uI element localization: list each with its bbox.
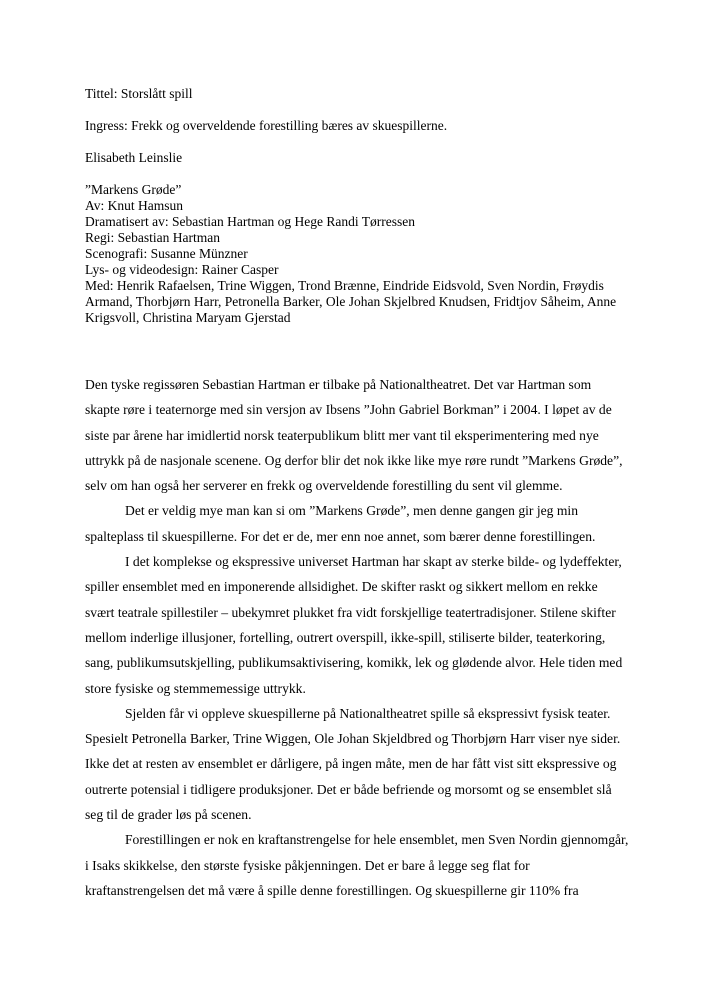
credit-line-director: Regi: Sebastian Hartman xyxy=(85,230,220,245)
article-body xyxy=(85,372,629,903)
credit-line-author: Av: Knut Hamsun xyxy=(85,198,183,213)
body-paragraph: Det er veldig mye man kan si om ”Markens Grøde”, men denne gangen gir jeg min spalteplass til skuespillerne. For det er de, mer enn noe annet, som bærer denne forestillingen. xyxy=(85,503,596,544)
body-paragraph: Den tyske regissøren Sebastian Hartman er tilbake på Nationaltheatret. Det var Hartman som skapte røre i teaternorge med sin versjon av Ibsens ”John Gabriel Borkman” i 2004. I løpet av de siste par årene har imidlertid norsk teaterpublikum blitt mer vant til eksperimentering med nye uttrykk på de nasjonale scenene. Og derfor blir det nok ikke like mye røre rundt ”Markens Grøde”, selv om han også her serverer en frekk og overveldende forestilling du sent vil glemme. xyxy=(85,377,623,494)
body-paragraph: Forestillingen er nok en kraftanstrengelse for hele ensemblet, men Sven Nordin gjennomgår, i Isaks skikkelse, den største fysiske påkjenningen. Det er bare å legge seg flat for kraftanstrengelsen det må være å spille denne forestillingen. Og skuespillerne gir 110% fra xyxy=(85,832,629,898)
credit-line-scenography: Scenografi: Susanne Münzner xyxy=(85,246,248,261)
title-line: Tittel: Storslått spill xyxy=(85,86,193,101)
credit-line-dramatization: Dramatisert av: Sebastian Hartman og Hege Randi Tørressen xyxy=(85,214,416,229)
body-paragraph: Sjelden får vi oppleve skuespillerne på Nationaltheatret spille så ekspressivt fysisk teater. Spesielt Petronella Barker, Trine Wiggen, Ole Johan Skjeldbred og Thorbjørn Harr viser nye sider. Ikke det at resten av ensemblet er dårligere, på ingen måte, men de har fått vist sitt ekspressive og outrerte potensial i tidligere produksjoner. Det er både befriende og morsomt og se ensemblet slå seg til de grader løs på scenen. xyxy=(85,705,621,823)
ingress-line: Ingress: Frekk og overveldende forestilling bæres av skuespillerne. xyxy=(85,118,448,133)
byline: Elisabeth Leinslie xyxy=(85,150,183,165)
body-paragraph: I det komplekse og ekspressive universet Hartman har skapt av sterke bilde- og lydeffekter, spiller ensemblet med en imponerende allsidighet. De skifter raskt og sikkert mellom en rekke svært teatrale spillestiler – ubekymret plukket fra vidt forskjellige teatertradisjoner. Stilene skifter mellom inderlige illusjoner, fortelling, outrert overspill, ikke-spill, stiliserte bilder, teaterkoring, sang, publikumsutskjelling, publikumsaktivisering, komikk, lek og glødende alvor. Hele tiden med store fysiske og stemmemessige uttrykk. xyxy=(85,554,623,696)
credits-block xyxy=(85,182,629,326)
credit-line-cast: Med: Henrik Rafaelsen, Trine Wiggen, Trond Brænne, Eindride Eidsvold, Sven Nordin, Frøydis Armand, Thorbjørn Harr, Petronella Barker, Ole Johan Skjelbred Knudsen, Fridtjov Såheim, Anne Krigsvoll, Christina Maryam Gjerstad xyxy=(85,278,617,325)
credit-line-light-video: Lys- og videodesign: Rainer Casper xyxy=(85,262,279,277)
credit-line-production-title: ”Markens Grøde” xyxy=(85,182,182,197)
